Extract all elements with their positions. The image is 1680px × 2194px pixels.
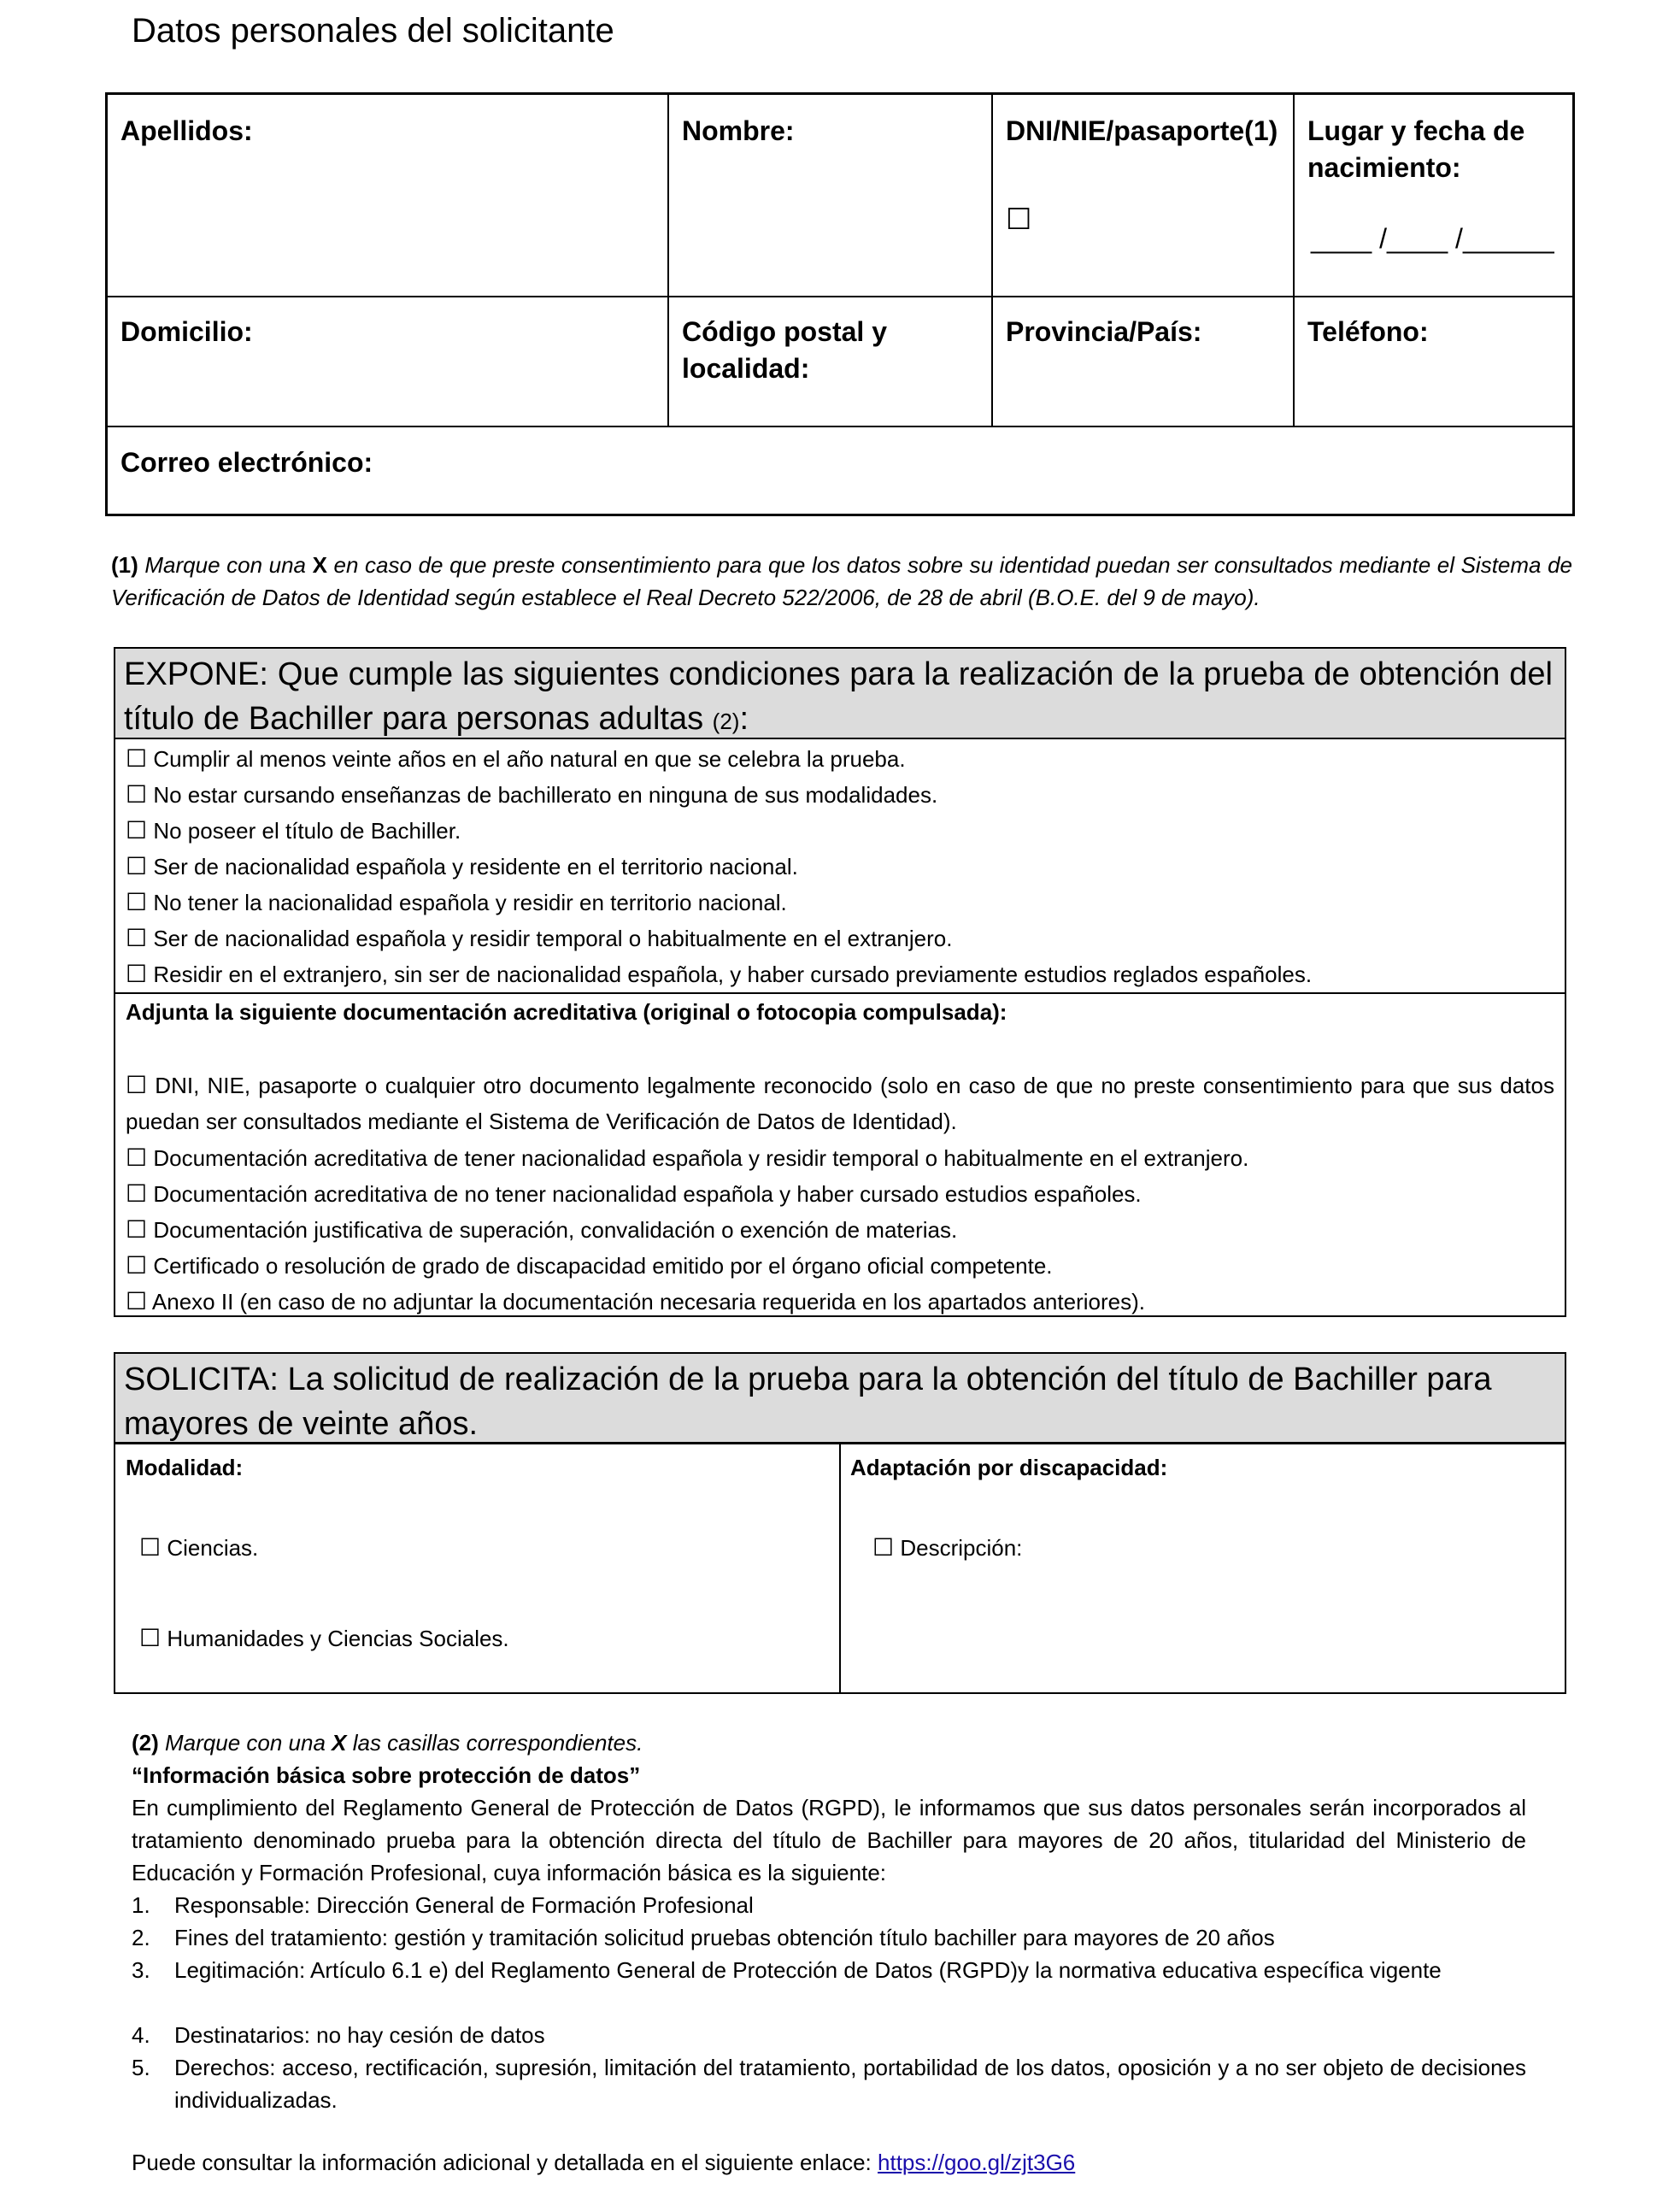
domicilio-field[interactable]: Domicilio: [120,316,253,347]
footnote-1 [111,549,1572,614]
table-divider [108,426,1572,427]
data-protection-intro: En cumplimiento del Reglamento General de Protección de Datos (RGPD), le informamos que sus datos personales serán incorporados al tratamiento denominado prueba para la obtención directa del título de Bachiller para mayores de 20 años, titularidad del Ministerio de Educación y Formación Profesional, cuya información básica es la siguiente: [132,1795,1526,1885]
document-label: Documentación justificativa de superación, convalidación o exención de materias. [153,1217,958,1243]
document-label: Documentación acreditativa de tener nacionalidad española y residir temporal o habitualmente en el extranjero. [153,1145,1249,1171]
localidad-label: localidad: [682,353,810,384]
list-number: 3. [132,1957,150,1983]
telefono-field[interactable]: Teléfono: [1307,316,1429,347]
condition-item[interactable] [126,777,937,813]
checkbox[interactable]: ☐ [126,1287,148,1315]
column-divider [839,1444,841,1694]
modalidad-label: Modalidad: [126,1455,244,1480]
checkbox[interactable]: ☐ [139,1533,162,1562]
document-label: Anexo II (en caso de no adjuntar la documentación necesaria requerida en los apartados anteriores). [151,1289,1145,1315]
document-item[interactable] [126,1212,957,1248]
checkbox[interactable]: ☐ [126,744,148,773]
condition-item[interactable] [126,885,787,921]
footnote-x: X [332,1730,347,1756]
footnote-x: X [312,552,327,578]
section-divider [115,992,1565,994]
lugar-fecha-label: Lugar y fecha de [1307,115,1525,146]
checkbox[interactable]: ☐ [126,924,148,952]
table-divider [1293,95,1295,427]
more-info [132,2146,1526,2179]
modalidad-option-humanidades[interactable] [139,1624,509,1652]
table-divider [991,95,993,427]
condition-item[interactable] [126,813,461,849]
condition-item[interactable] [126,741,906,777]
list-text: Derechos: acceso, rectificación, supresión, limitación del tratamiento, portabilidad de los datos, oposición y a no ser objeto de decisiones individualizadas. [174,2055,1526,2113]
solicita-heading: SOLICITA: La solicitud de realización de la prueba para la obtención del título de Bachiller para mayores de veinte años. [124,1362,1492,1442]
checkbox[interactable]: ☐ [126,852,148,880]
dni-consent-checkbox[interactable]: ☐ [1006,203,1032,237]
adjunta-heading: Adjunta la siguiente documentación acreditativa (original o fotocopia compulsada): [126,999,1007,1025]
condition-label: Residir en el extranjero, sin ser de nacionalidad española, y haber cursado previamente estudios reglados españoles. [153,962,1313,987]
footnote-2 [132,1726,1526,1759]
footnote-number: (1) [111,552,138,578]
list-number: 4. [132,2022,150,2048]
nacimiento-label: nacimiento: [1307,152,1461,183]
option-label: Descripción: [900,1535,1023,1561]
table-divider [108,296,1572,297]
checkbox[interactable]: ☐ [139,1624,162,1652]
solicita-header [115,1354,1565,1444]
codigo-postal-label[interactable]: Código postal y [682,316,887,347]
solicita-section [114,1352,1566,1694]
list-text: Destinatarios: no hay cesión de datos [174,2022,545,2048]
checkbox[interactable]: ☐ [872,1533,895,1562]
document-item[interactable] [126,1248,1053,1284]
data-protection-heading: “Información básica sobre protección de datos” [132,1762,641,1788]
checkbox[interactable]: ☐ [126,960,148,988]
list-number: 5. [132,2055,150,2080]
checkbox[interactable]: ☐ [126,1179,148,1208]
apellidos-field[interactable]: Apellidos: [120,115,253,146]
checkbox[interactable]: ☐ [126,1071,148,1099]
checkbox[interactable]: ☐ [126,1144,148,1172]
more-info-text: Puede consultar la información adicional y detallada en el siguiente enlace: [132,2150,878,2175]
page-title: Datos personales del solicitante [132,12,614,50]
footnote-text: las casillas correspondientes. [346,1730,643,1756]
checkbox[interactable]: ☐ [126,1251,148,1279]
condition-label: Ser de nacionalidad española y residente en el territorio nacional. [153,854,798,879]
adaptacion-label: Adaptación por discapacidad: [850,1455,1168,1480]
expone-heading-text: EXPONE: Que cumple las siguientes condiciones para la realización de la prueba de obtención del título de Bachiller para personas adultas [124,656,1553,737]
expone-heading-colon: : [739,701,749,737]
condition-label: Cumplir al menos veinte años en el año natural en que se celebra la prueba. [153,746,906,772]
document-label: Documentación acreditativa de no tener nacionalidad española y haber cursado estudios españoles. [153,1181,1142,1207]
document-label: DNI, NIE, pasaporte o cualquier otro documento legalmente reconocido (solo en caso de que no preste consentimiento para que sus datos puedan ser consultados mediante el Sistema de Verificación de Datos de Identidad). [126,1073,1554,1134]
checkbox[interactable]: ☐ [126,1215,148,1244]
condition-item[interactable] [126,849,798,885]
option-label: Humanidades y Ciencias Sociales. [167,1626,509,1651]
footnote-text: Marque con una [158,1730,332,1756]
list-text: Fines del tratamiento: gestión y tramitación solicitud pruebas obtención título bachiller para mayores de 20 años [174,1925,1275,1950]
condition-label: No tener la nacionalidad española y residir en territorio nacional. [153,890,787,915]
condition-label: Ser de nacionalidad española y residir temporal o habitualmente en el extranjero. [153,926,953,951]
condition-label: No estar cursando enseñanzas de bachillerato en ninguna de sus modalidades. [153,782,938,808]
expone-header [115,649,1565,739]
expone-heading-note: (2) [712,709,740,734]
list-number: 1. [132,1892,150,1918]
list-number: 2. [132,1925,150,1950]
document-item[interactable] [126,1068,1554,1139]
correo-field[interactable]: Correo electrónico: [120,447,373,478]
document-item[interactable] [126,1140,1248,1176]
condition-label: No poseer el título de Bachiller. [153,818,461,844]
dni-field[interactable]: DNI/NIE/pasaporte(1) [1006,115,1278,146]
nombre-field[interactable]: Nombre: [682,115,795,146]
table-divider [667,95,669,427]
footnote-text: Marque con una [138,552,313,578]
checkbox[interactable]: ☐ [126,780,148,809]
adaptacion-option-descripcion[interactable] [872,1533,1022,1562]
expone-heading [124,652,1553,744]
footnote-text: en caso de que preste consentimiento para que los datos sobre su identidad puedan ser consultados mediante el Sistema de Verificación de Datos de Identidad según establece el Real Decreto 522/2006, de 28 de abril (B.O.E. del 9 de mayo). [111,552,1572,610]
condition-item[interactable] [126,956,1312,992]
list-text: Legitimación: Artículo 6.1 e) del Reglamento General de Protección de Datos (RGPD)y la normativa educativa específica vigente [174,1957,1442,1983]
document-label: Certificado o resolución de grado de discapacidad emitido por el órgano oficial competente. [153,1253,1053,1279]
personal-data-table [105,92,1575,516]
option-label: Ciencias. [167,1535,259,1561]
footnote-number: (2) [132,1730,159,1756]
info-link[interactable]: https://goo.gl/zjt3G6 [878,2150,1076,2175]
modalidad-option-ciencias[interactable] [139,1533,258,1562]
document-item[interactable] [126,1284,1145,1320]
checkbox[interactable]: ☐ [126,816,148,844]
document-item[interactable] [126,1176,1142,1212]
condition-item[interactable] [126,921,952,956]
expone-section [114,647,1566,1317]
list-text: Responsable: Dirección General de Formación Profesional [174,1892,754,1918]
provincia-field[interactable]: Provincia/País: [1006,316,1202,347]
checkbox[interactable]: ☐ [126,888,148,916]
birth-date-field[interactable]: ____ /____ /______ [1311,223,1554,254]
